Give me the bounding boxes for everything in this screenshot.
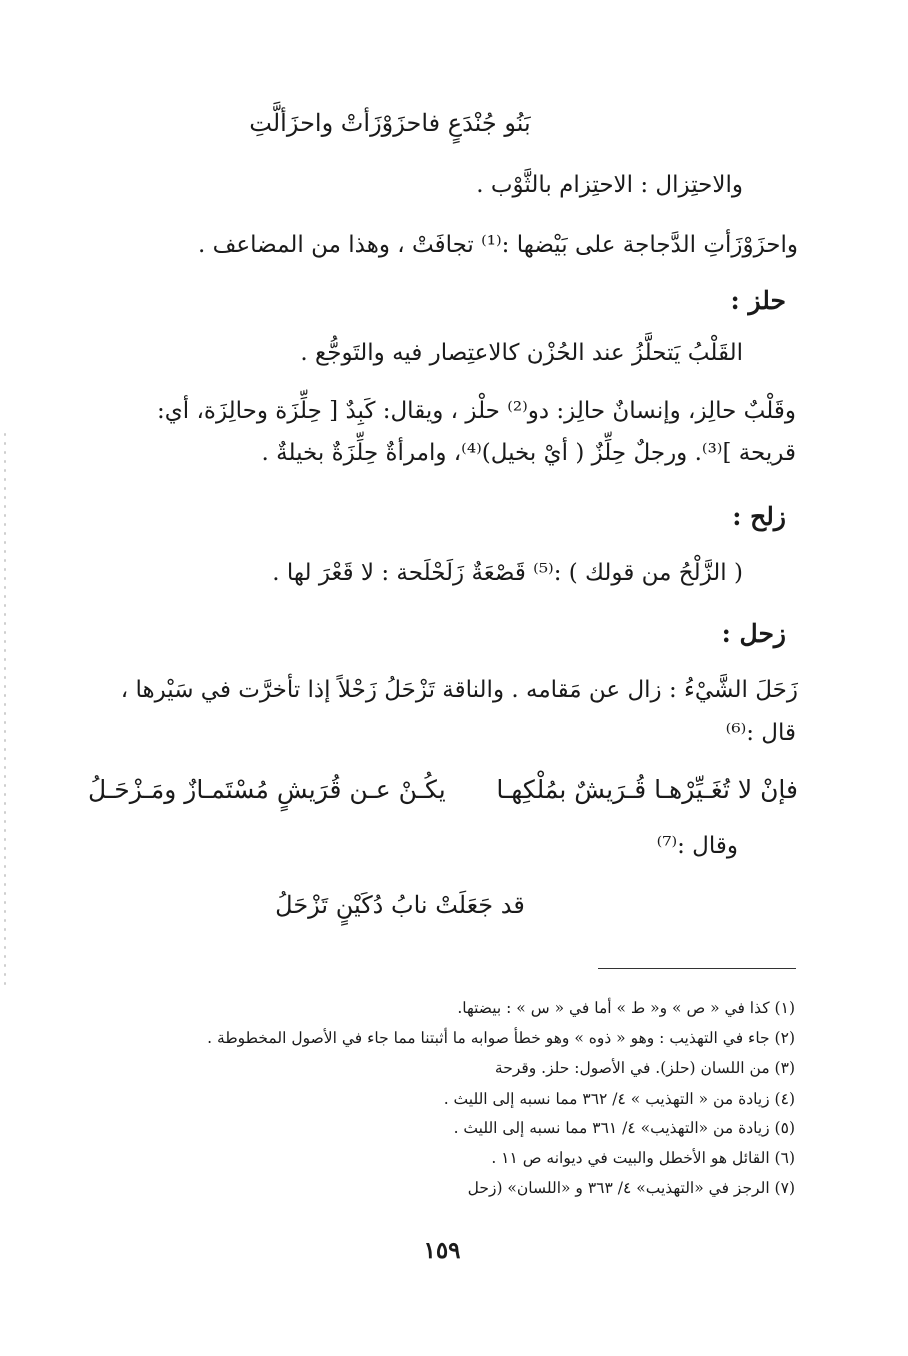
footnote-7: (٧) الرجز في «التهذيب» ٤/ ٣٦٣ و «اللسان» (زحل [467,1179,795,1197]
entry-heading-zalah: زلح : [732,502,786,531]
paragraph-zalah: ( الزَّلْحُ من قولك ) :⁽⁵⁾ قَصْعَةٌ زَلَحْلَحة : لا قَعْرَ لها . [272,560,743,586]
footnote-3: (٣) من اللسان (حلز). في الأصول: حلز. وقرحة [494,1059,795,1077]
poem-first-hemistich: فإنْ لا تُغَـيِّرْهـا قُـرَيشٌ بمُلْكِهـا [496,775,798,804]
paragraph-waqal: وقال :⁽⁷⁾ [656,833,738,859]
poem-second-hemistich: يكُـنْ عـن قُرَيشٍ مُسْتَمـازٌ ومَـزْحَـلُ [88,775,446,804]
verse-line-1: بَنُو جُنْدَعٍ فاحزَوْزَأتْ واحزَألَّتِ [249,109,531,137]
page-number: ١٥٩ [423,1237,461,1264]
footnote-separator [598,968,796,969]
paragraph-qalb: القَلْبُ يَتحلَّزُ عند الحُزْن كالاعتِصار فيه والتَوجُّع . [300,340,743,366]
paragraph-haliz-line-1: وقَلْبٌ حالِز، وإنسانٌ حالِز: دو⁽²⁾ حلْز ، ويقال: كَبِدٌ [ حِلِّزَة وحالِزَة، أي: [157,398,796,424]
footnote-2: (٢) جاء في التهذيب : وهو « ذوه » وهو خطأ صوابه ما أثبتنا مما جاء في الأصول المخطوطة . [207,1029,795,1047]
paragraph-zahal-line-2: قال :⁽⁶⁾ [725,720,796,746]
paragraph-ihzawzaat: واحزَوْزَأتِ الدَّجاجة على بَيْضها :⁽¹⁾ تجافَتْ ، وهذا من المضاعف . [198,232,798,258]
paragraph-haliz-line-2: قريحة ]⁽³⁾. ورجلٌ حِلِّزٌ ( أيْ بخيل)⁽⁴⁾، وامرأةٌ حِلِّزَةٌ بخيلةٌ . [261,440,796,466]
paragraph-zahal-line-1: زَحَلَ الشَّيْءُ : زال عن مَقامه . والناقة تَزْحَلُ زَحْلاً إذا تأخرَّت في سَيْرها ، [120,677,798,703]
footnote-4: (٤) زيادة من « التهذيب » ٤/ ٣٦٢ مما نسبه إلى الليث . [443,1090,795,1108]
entry-heading-halaz: حلز : [730,286,786,315]
paragraph-ihtizal: والاحتِزال : الاحتِزام بالثَّوْب . [476,172,743,198]
entry-heading-zahal: زحل : [721,619,786,648]
scan-edge-noise [2,430,10,990]
verse-line-2: قد جَعَلَتْ نابُ دُكَيْنٍ تَزْحَلُ [275,891,525,919]
footnote-6: (٦) القائل هو الأخطل والبيت في ديوانه ص ١١ . [491,1149,795,1167]
footnote-1: (١) كذا في « ص » و« ط » أما في « س » : بيضتها. [457,999,795,1017]
footnote-5: (٥) زيادة من «التهذيب» ٤/ ٣٦١ مما نسبه إلى الليث . [453,1119,795,1137]
